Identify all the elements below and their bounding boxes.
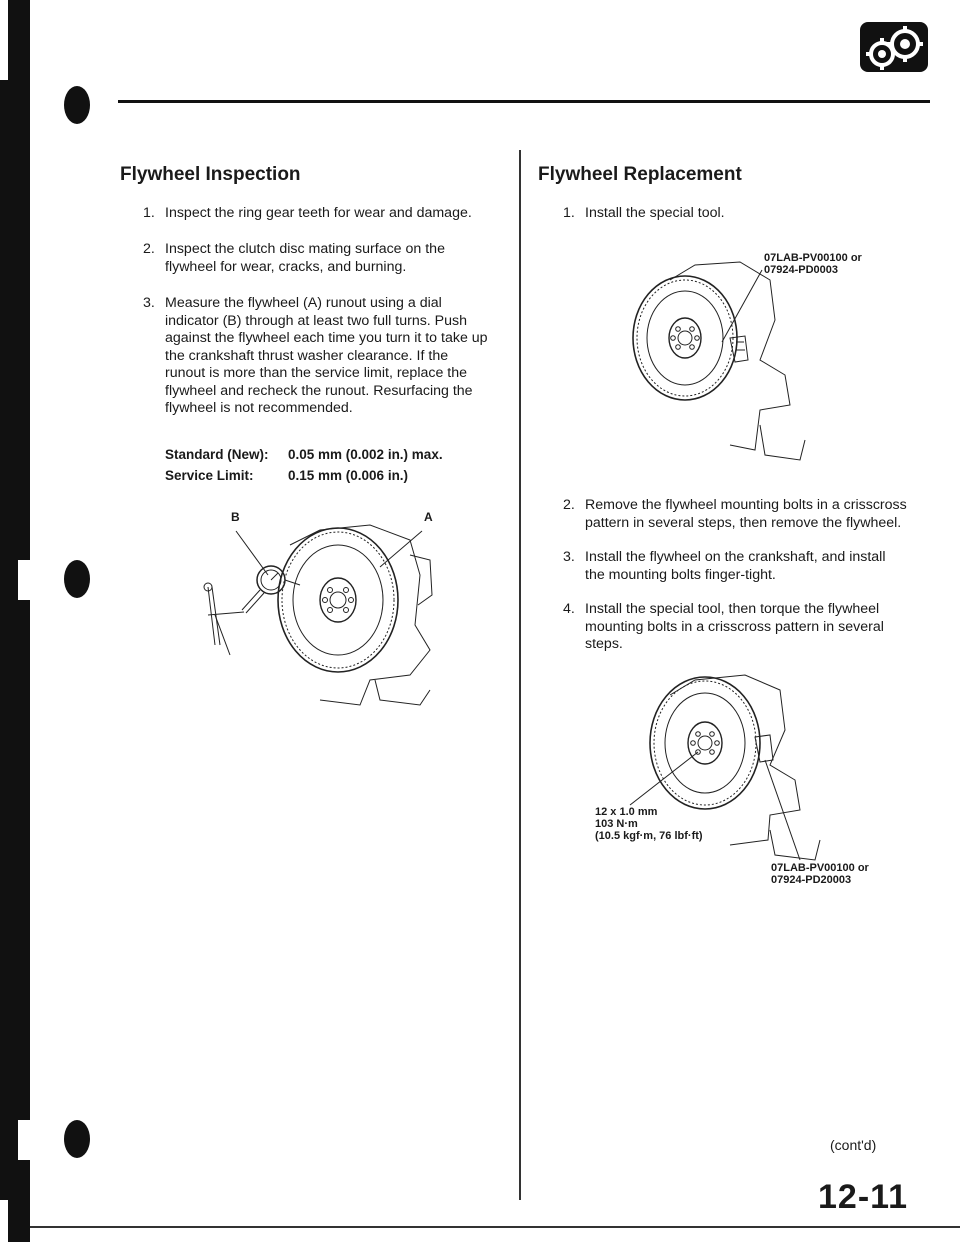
step-text-line: Install the special tool.	[585, 205, 725, 221]
spec-limit-value: 0.15 mm (0.006 in.)	[288, 468, 409, 483]
binding-gap	[18, 1120, 30, 1160]
step-text-line: the mounting bolts finger-tight.	[585, 566, 776, 583]
engine-gears-icon	[860, 22, 928, 72]
step-text-line: indicator (B) through at least two full turns. Push	[165, 312, 468, 329]
binding-notch	[0, 0, 8, 80]
step-text-line: against the flywheel each time you turn it to take up	[165, 330, 488, 346]
punch-hole	[64, 560, 90, 598]
step-text-line: Inspect the clutch disc mating surface on the	[165, 241, 445, 257]
binding-edge	[0, 0, 30, 1242]
callout-line: 103 N·m	[595, 818, 638, 830]
step-item	[143, 241, 513, 281]
figure-label-b: B	[231, 510, 240, 524]
step-number: 2.	[563, 497, 575, 513]
binding-gap	[18, 560, 30, 600]
torque-spec-callout	[595, 806, 703, 842]
figure-label-a: A	[424, 510, 433, 524]
step-text-line: Install the flywheel on the crankshaft, and install	[585, 549, 886, 565]
callout-line: (10.5 kgf·m, 76 lbf·ft)	[595, 830, 703, 842]
step-item	[563, 497, 943, 537]
spec-limit-label: Service Limit:	[165, 468, 254, 483]
step-number: 3.	[143, 295, 155, 311]
step-text-line: the crankshaft thrust washer clearance. If the	[165, 347, 449, 364]
step-text-line: Remove the flywheel mounting bolts in a crisscross	[585, 497, 907, 513]
section-heading: Flywheel Replacement	[538, 164, 742, 185]
special-tool-callout	[771, 862, 869, 886]
page-number: 12-11	[818, 1178, 909, 1216]
step-item	[563, 601, 943, 659]
continued-note: (cont'd)	[830, 1137, 877, 1153]
callout-line: 07LAB-PV00100 or	[764, 252, 862, 264]
callout-line: 07LAB-PV00100 or	[771, 862, 869, 874]
binding-notch	[0, 1200, 8, 1242]
step-item	[143, 205, 513, 225]
step-text-line: Install the special tool, then torque the flywheel	[585, 601, 880, 617]
spec-standard-label: Standard (New):	[165, 447, 269, 462]
step-text-line: steps.	[585, 636, 623, 652]
spec-standard-value: 0.05 mm (0.002 in.) max.	[288, 447, 443, 462]
step-text-line: Inspect the ring gear teeth for wear and damage.	[165, 205, 472, 221]
callout-line: 07924-PD0003	[764, 264, 839, 276]
footer-rule	[30, 1226, 960, 1228]
step-text-line: flywheel for wear, cracks, and burning.	[165, 258, 407, 275]
callout-line: 07924-PD20003	[771, 874, 852, 886]
punch-hole	[64, 1120, 90, 1158]
punch-hole	[64, 86, 90, 124]
section-heading: Flywheel Inspection	[120, 164, 301, 185]
step-number: 2.	[143, 241, 155, 257]
step-number: 3.	[563, 549, 575, 565]
step-text-line: pattern in several steps, then remove the flywheel.	[585, 514, 902, 531]
step-text-line: flywheel and recheck the runout. Resurfacing the	[165, 382, 473, 399]
step-number: 4.	[563, 601, 575, 617]
step-item	[563, 205, 943, 225]
special-tool-install-illustration	[610, 250, 810, 465]
step-text-line: flywheel is not recommended.	[165, 400, 353, 416]
flywheel-runout-illustration	[170, 515, 470, 715]
step-item	[143, 295, 513, 425]
step-text-line: runout is more than the service limit, replace the	[165, 365, 468, 381]
step-number: 1.	[143, 205, 155, 221]
column-divider	[519, 150, 521, 1200]
step-item	[563, 549, 943, 589]
header-rule	[118, 100, 930, 103]
step-text-line: mounting bolts in a crisscross pattern in several	[585, 618, 884, 635]
callout-line: 12 x 1.0 mm	[595, 806, 658, 818]
torque-bolts-illustration	[620, 665, 840, 875]
step-number: 1.	[563, 205, 575, 221]
step-text-line: Measure the flywheel (A) runout using a dial	[165, 295, 442, 311]
